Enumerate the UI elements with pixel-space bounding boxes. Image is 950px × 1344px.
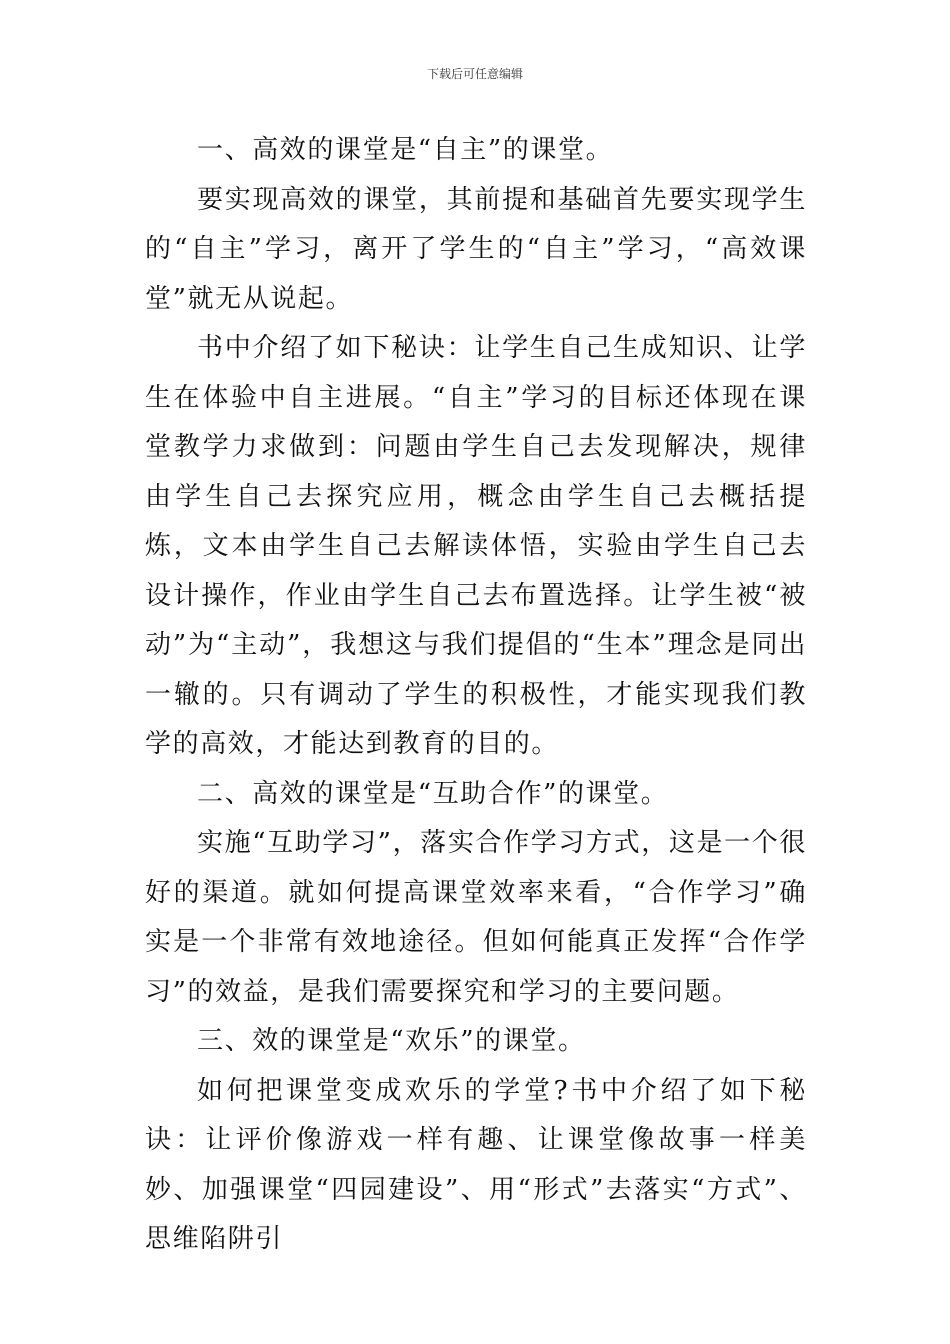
paragraph: 实施“互助学习”，落实合作学习方式，这是一个很好的渠道。就如何提高课堂效率来看，“合作学习”确实是一个非常有效地途径。但如何能真正发挥“合作学习”的效益，是我们需要探究和学习的主要问题。 (145, 828, 807, 1007)
paragraph: 要实现高效的课堂，其前提和基础首先要实现学生的“自主”学习，离开了学生的“自主”学习，“高效课堂”就无从说起。 (145, 184, 807, 314)
document-body (145, 126, 807, 1265)
section-heading-1: 一、高效的课堂是“自主”的课堂。 (197, 135, 614, 165)
section-heading-2: 二、高效的课堂是“互助合作”的课堂。 (197, 778, 669, 809)
paragraph: 如何把课堂变成欢乐的学堂?书中介绍了如下秘诀：让评价像游戏一样有趣、让课堂像故事一样美妙、加强课堂“四园建设”、用“形式”去落实“方式”、思维陷阱引 (145, 1075, 807, 1254)
page-header: 下载后可任意编辑 (426, 67, 523, 81)
paragraph: 书中介绍了如下秘诀：让学生自己生成知识、让学生在体验中自主进展。“自主”学习的目标还体现在课堂教学力求做到：问题由学生自己去发现解决，规律由学生自己去探究应用，概念由学生自己去概括提炼，文本由学生自己去解读体悟，实验由学生自己去设计操作，作业由学生自己去布置选择。让学生被“被动”为“主动”，我想这与我们提倡的“生本”理念是同出一辙的。只有调动了学生的积极性，才能实现我们教学的高效，才能达到教育的目的。 (145, 333, 807, 759)
section-heading-3: 三、效的课堂是“欢乐”的课堂。 (197, 1026, 586, 1056)
